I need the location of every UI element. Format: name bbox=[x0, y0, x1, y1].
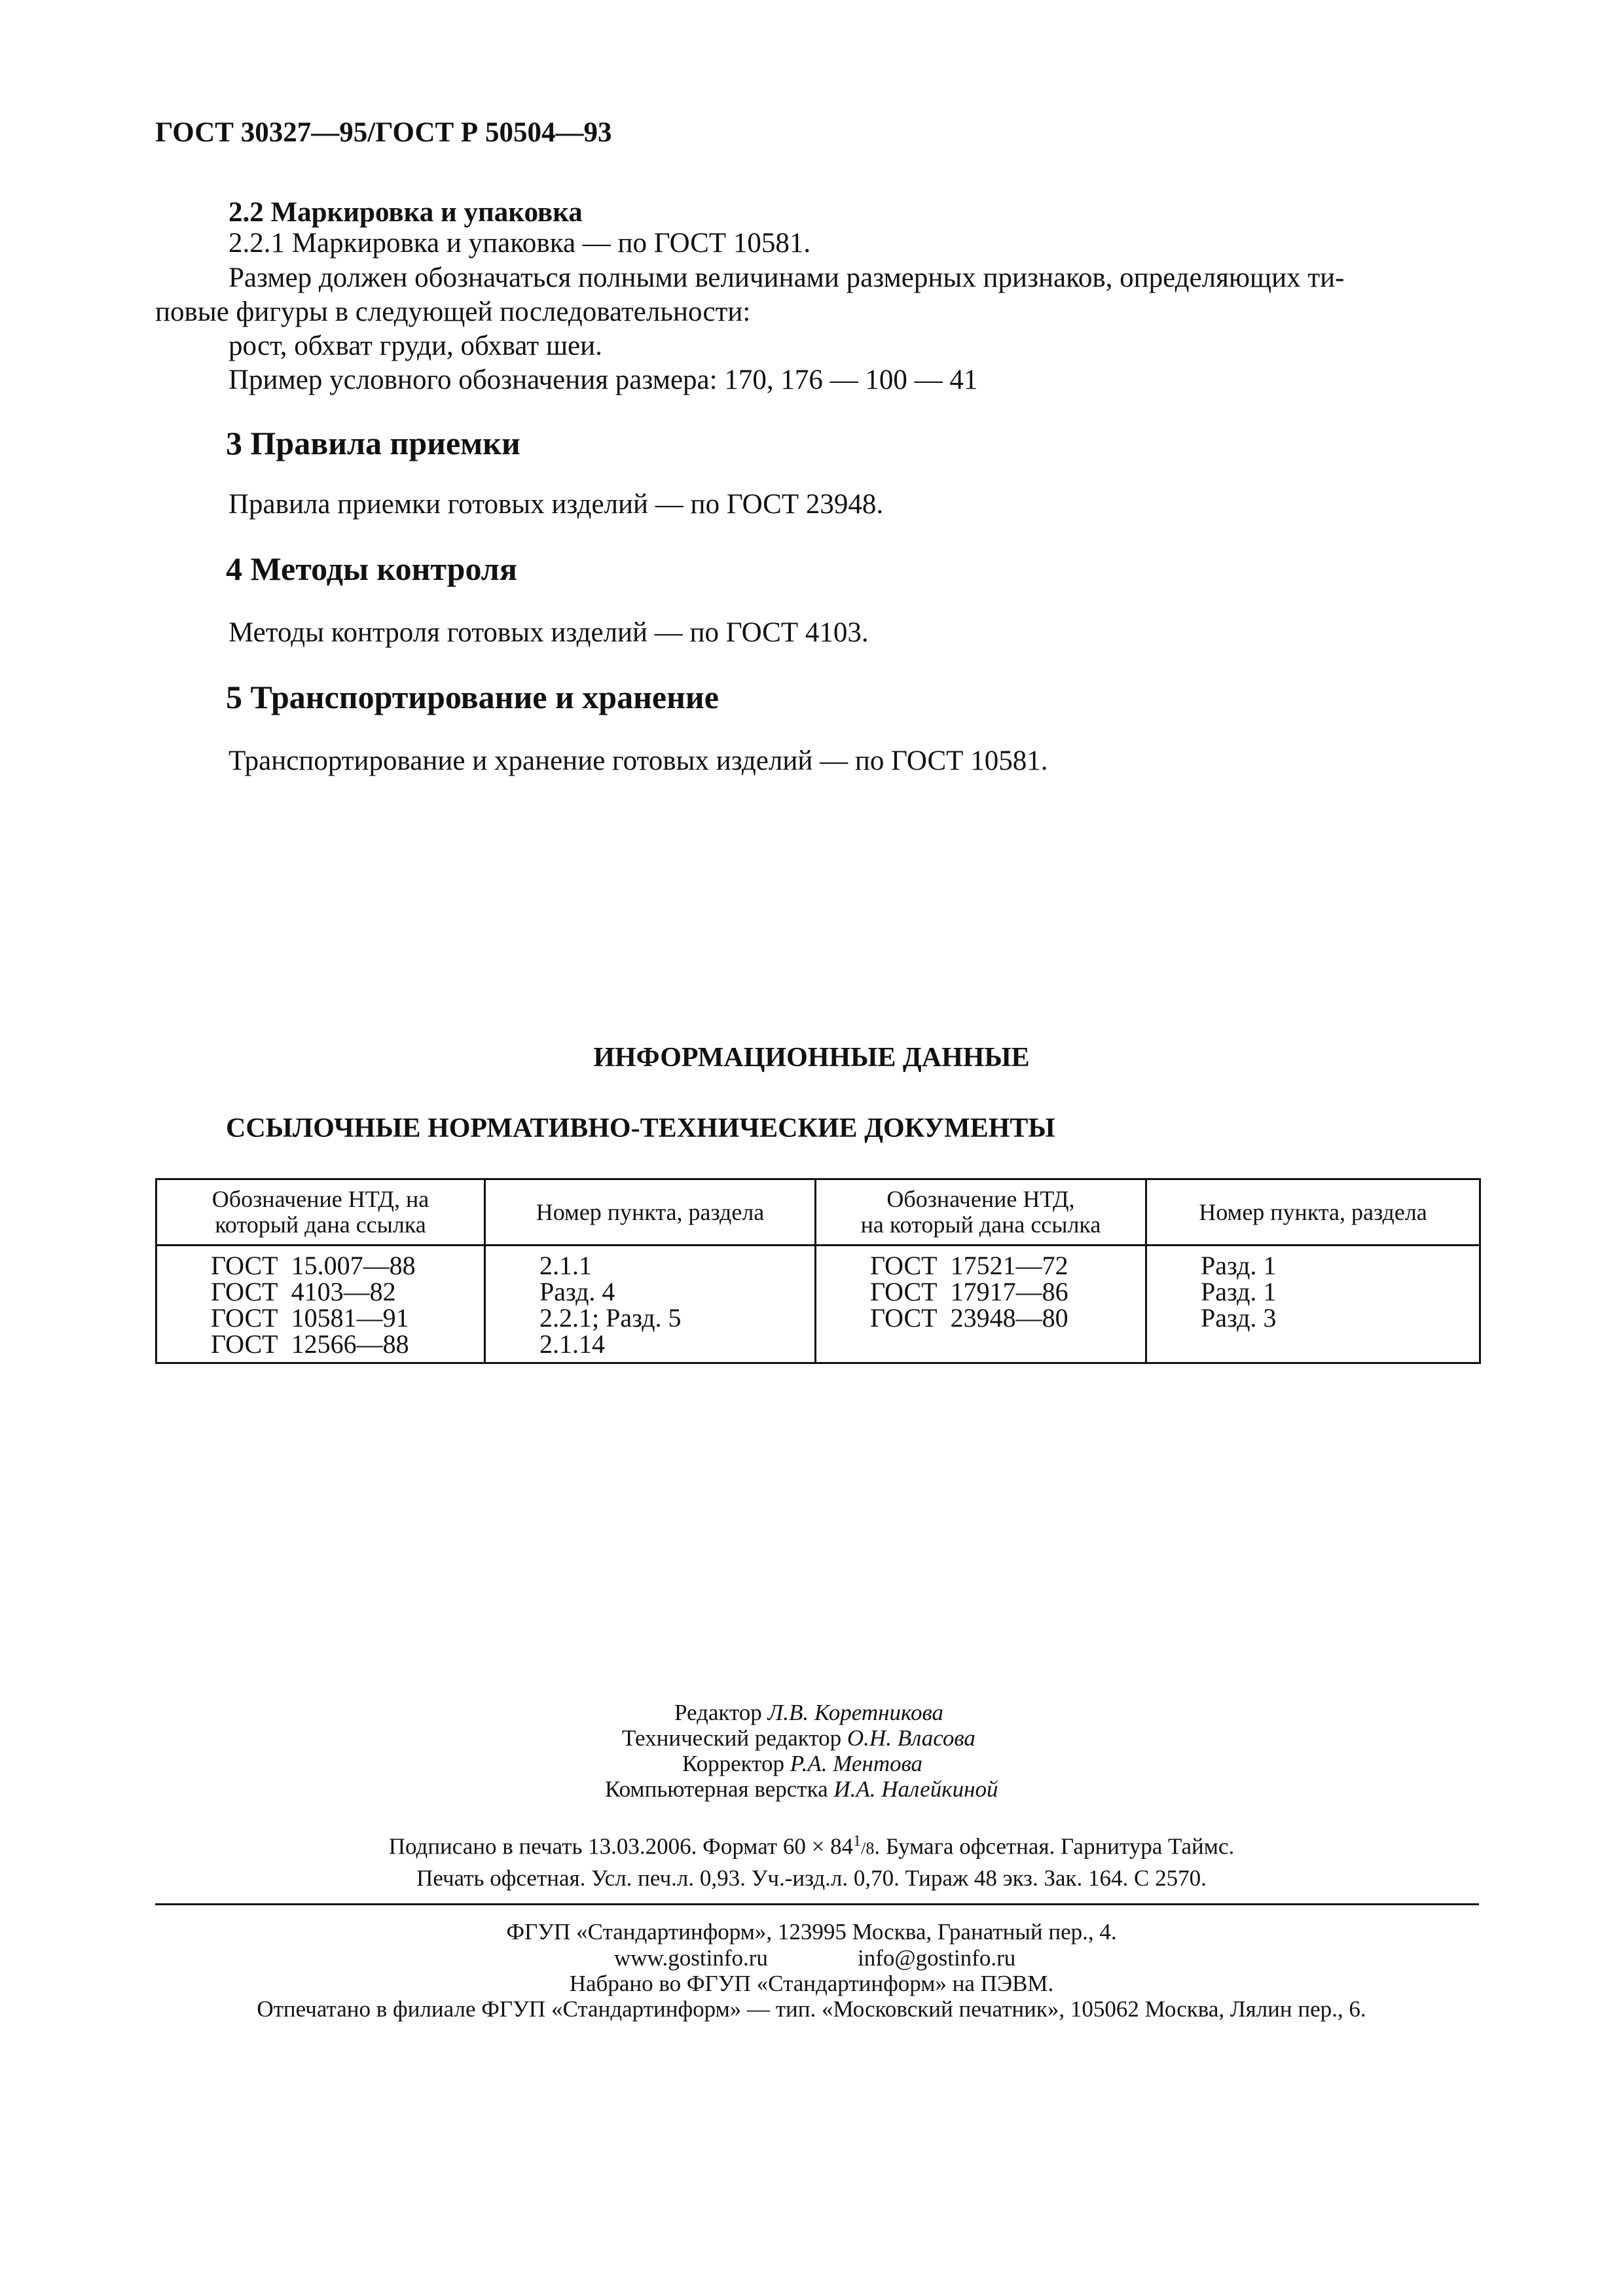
col-header-ntd-left bbox=[156, 1179, 485, 1246]
references-table bbox=[155, 1178, 1481, 1364]
col-header-item-right: Номер пункта, раздела bbox=[1146, 1179, 1480, 1246]
section-2-2-heading: 2.2 Маркировка и упаковка bbox=[228, 197, 583, 228]
credit-name: О.Н. Власова bbox=[847, 1725, 976, 1751]
col-header-ntd-right-l2: на который дана ссылка bbox=[860, 1211, 1101, 1238]
col-header-ntd-right-l1: Обозначение НТД, bbox=[886, 1186, 1075, 1213]
item-left-cell bbox=[485, 1246, 816, 1363]
table-header-row bbox=[156, 1179, 1480, 1246]
size-example-text: Пример условного обозначения размера: 170, 176 — 100 — 41 bbox=[228, 365, 978, 395]
credit-corrector bbox=[682, 1751, 922, 1777]
format-denominator: /8 bbox=[861, 1839, 875, 1858]
ntd-right-cell bbox=[816, 1246, 1146, 1363]
section-3-text: Правила приемки готовых изделий — по ГОСТ 23948. bbox=[228, 489, 884, 520]
item-right-cell bbox=[1146, 1246, 1480, 1363]
print-info-line-1 bbox=[0, 1833, 1623, 1860]
publisher-website[interactable]: www.gostinfo.ru bbox=[614, 1945, 768, 1971]
credit-label: Технический редактор bbox=[622, 1725, 842, 1751]
col-header-ntd-right bbox=[816, 1179, 1146, 1246]
section-2-2-1-text: 2.2.1 Маркировка и упаковка — по ГОСТ 10581. bbox=[228, 228, 811, 259]
item-ref: 2.2.1; Разд. 5 bbox=[539, 1303, 682, 1333]
section-3-heading: 3 Правила приемки bbox=[226, 425, 520, 461]
credit-layout bbox=[605, 1776, 998, 1803]
publisher-email[interactable]: info@gostinfo.ru bbox=[858, 1945, 1016, 1971]
col-header-item-left: Номер пункта, раздела bbox=[485, 1179, 816, 1246]
credit-editor bbox=[674, 1700, 943, 1726]
ntd-ref: ГОСТ 17917—86 bbox=[870, 1277, 1068, 1306]
size-paragraph-line-2: повые фигуры в следующей последовательности: bbox=[155, 296, 751, 327]
credit-name: Л.В. Коретникова bbox=[767, 1700, 943, 1725]
credit-label: Компьютерная верстка bbox=[605, 1776, 828, 1802]
col-header-ntd-left-l1: Обозначение НТД, на bbox=[211, 1186, 429, 1213]
ntd-ref: ГОСТ 23948—80 bbox=[870, 1303, 1068, 1333]
credit-label: Редактор bbox=[674, 1700, 762, 1725]
item-ref: Разд. 4 bbox=[539, 1277, 615, 1306]
footer-divider bbox=[155, 1903, 1479, 1905]
item-ref: Разд. 3 bbox=[1201, 1303, 1277, 1333]
print-info-line-2: Печать офсетная. Усл. печ.л. 0,93. Уч.-изд.л. 0,70. Тираж 48 экз. Зак. 164. С 2570. bbox=[416, 1865, 1207, 1891]
section-5-heading: 5 Транспортирование и хранение bbox=[226, 679, 719, 715]
printed-note: Отпечатано в филиале ФГУП «Стандартинформ» — тип. «Московский печатник», 105062 Москва, Лялин пер., 6. bbox=[257, 1996, 1366, 2022]
ntd-ref: ГОСТ 4103—82 bbox=[211, 1277, 396, 1306]
credit-label: Корректор bbox=[682, 1751, 785, 1776]
running-header: ГОСТ 30327—95/ГОСТ Р 50504—93 bbox=[155, 117, 612, 148]
table-row bbox=[156, 1246, 1480, 1363]
credit-name: И.А. Налейкиной bbox=[833, 1776, 998, 1802]
size-paragraph-line-1: Размер должен обозначаться полными величинами размерных признаков, определяющих ти- bbox=[228, 262, 1345, 293]
info-title: ИНФОРМАЦИОННЫЕ ДАННЫЕ bbox=[593, 1043, 1030, 1073]
typeset-note: Набрано во ФГУП «Стандартинформ» на ПЭВМ. bbox=[569, 1971, 1054, 1996]
print-info-text: . Бумага офсетная. Гарнитура Таймс. bbox=[874, 1833, 1235, 1859]
credit-name: Р.А. Ментова bbox=[790, 1751, 923, 1776]
item-ref: Разд. 1 bbox=[1201, 1277, 1277, 1306]
credit-tech-editor bbox=[622, 1725, 976, 1751]
size-order-text: рост, обхват груди, обхват шеи. bbox=[228, 331, 602, 361]
publisher-address: ФГУП «Стандартинформ», 123995 Москва, Гранатный пер., 4. bbox=[506, 1919, 1117, 1945]
ntd-left-cell bbox=[156, 1246, 485, 1363]
ntd-ref: ГОСТ 12566—88 bbox=[211, 1329, 409, 1359]
ntd-ref: ГОСТ 10581—91 bbox=[211, 1303, 409, 1333]
format-superscript: 1 bbox=[853, 1833, 862, 1850]
info-subtitle: ССЫЛОЧНЫЕ НОРМАТИВНО-ТЕХНИЧЕСКИЕ ДОКУМЕНТЫ bbox=[226, 1113, 1055, 1143]
col-header-ntd-left-l2: который дана ссылка bbox=[215, 1211, 426, 1238]
section-5-text: Транспортирование и хранение готовых изделий — по ГОСТ 10581. bbox=[228, 745, 1048, 776]
print-info-text: Подписано в печать 13.03.2006. Формат 60 × 84 bbox=[388, 1833, 854, 1859]
section-4-text: Методы контроля готовых изделий — по ГОСТ 4103. bbox=[228, 617, 869, 648]
item-ref: Разд. 1 bbox=[1201, 1251, 1277, 1280]
ntd-ref: ГОСТ 17521—72 bbox=[870, 1251, 1068, 1280]
ntd-ref: ГОСТ 15.007—88 bbox=[211, 1251, 416, 1280]
item-ref: 2.1.1 bbox=[539, 1251, 592, 1280]
section-4-heading: 4 Методы контроля bbox=[226, 550, 517, 587]
item-ref: 2.1.14 bbox=[539, 1329, 605, 1359]
